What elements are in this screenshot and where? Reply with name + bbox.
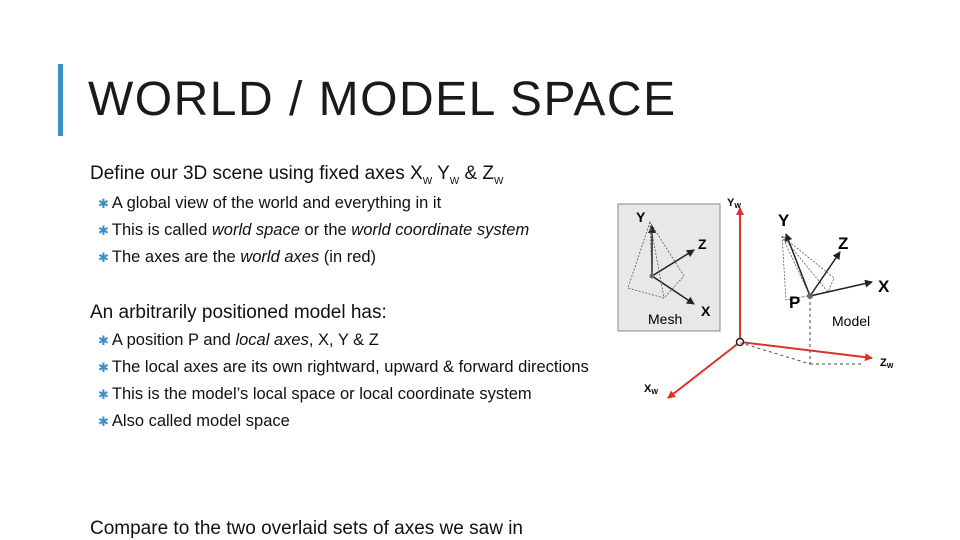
mesh-y-label: Y: [636, 209, 646, 225]
slide-title: WORLD / MODEL SPACE: [88, 73, 677, 126]
world-model-space-diagram: [612, 188, 912, 418]
world-y-label: YW: [727, 197, 741, 210]
world-x-axis: [668, 342, 740, 398]
model-y-axis: [786, 234, 810, 296]
model-z-axis: [810, 252, 840, 296]
world-bullets: [90, 193, 610, 268]
bullet-item: ✱ Also called model space: [98, 412, 290, 430]
compare-paragraph: Compare to the two overlaid sets of axes we saw in: [90, 518, 523, 539]
bullet-item: ✱ This is the model’s local space or local coordinate system: [98, 385, 532, 403]
bullet-icon: ✱: [98, 414, 109, 429]
point-p-label: P: [789, 293, 801, 312]
model-paragraph: An arbitrarily positioned model has:: [90, 302, 387, 323]
world-x-label: XW: [644, 383, 658, 396]
bullet-icon: ✱: [98, 196, 109, 211]
mesh-z-label: Z: [698, 236, 707, 252]
bullet-icon: ✱: [98, 250, 109, 265]
model-y-label: Y: [778, 211, 790, 230]
world-z-axis: [740, 342, 872, 358]
bullet-item: ✱ A global view of the world and everything in it: [98, 194, 442, 212]
bullet-icon: ✱: [98, 387, 109, 402]
bullet-icon: ✱: [98, 223, 109, 238]
model-label: Model: [832, 313, 871, 329]
model-x-axis: [810, 282, 872, 296]
bullet-item: ✱ This is called world space or the world coordinate system: [98, 221, 530, 239]
title-accent-bar: [58, 64, 63, 136]
world-z-label: ZW: [880, 357, 894, 370]
model-z-label: Z: [838, 234, 849, 253]
bullet-icon: ✱: [98, 333, 109, 348]
mesh-label: Mesh: [648, 311, 683, 327]
bullet-item: ✱ A position P and local axes, X, Y & Z: [98, 331, 379, 349]
origin-label: O: [735, 337, 744, 349]
bullet-item: ✱ The local axes are its own rightward, upward & forward directions: [98, 358, 589, 376]
slide-body: [90, 163, 610, 438]
model-x-label: X: [878, 277, 890, 296]
bullet-icon: ✱: [98, 360, 109, 375]
model-bullets: [90, 330, 610, 432]
bullet-item: ✱ The axes are the world axes (in red): [98, 248, 377, 266]
mesh-x-label: X: [701, 303, 711, 319]
intro-paragraph: Define our 3D scene using fixed axes $X_W$ $Y_W$ & $Z_W$: [90, 163, 504, 187]
